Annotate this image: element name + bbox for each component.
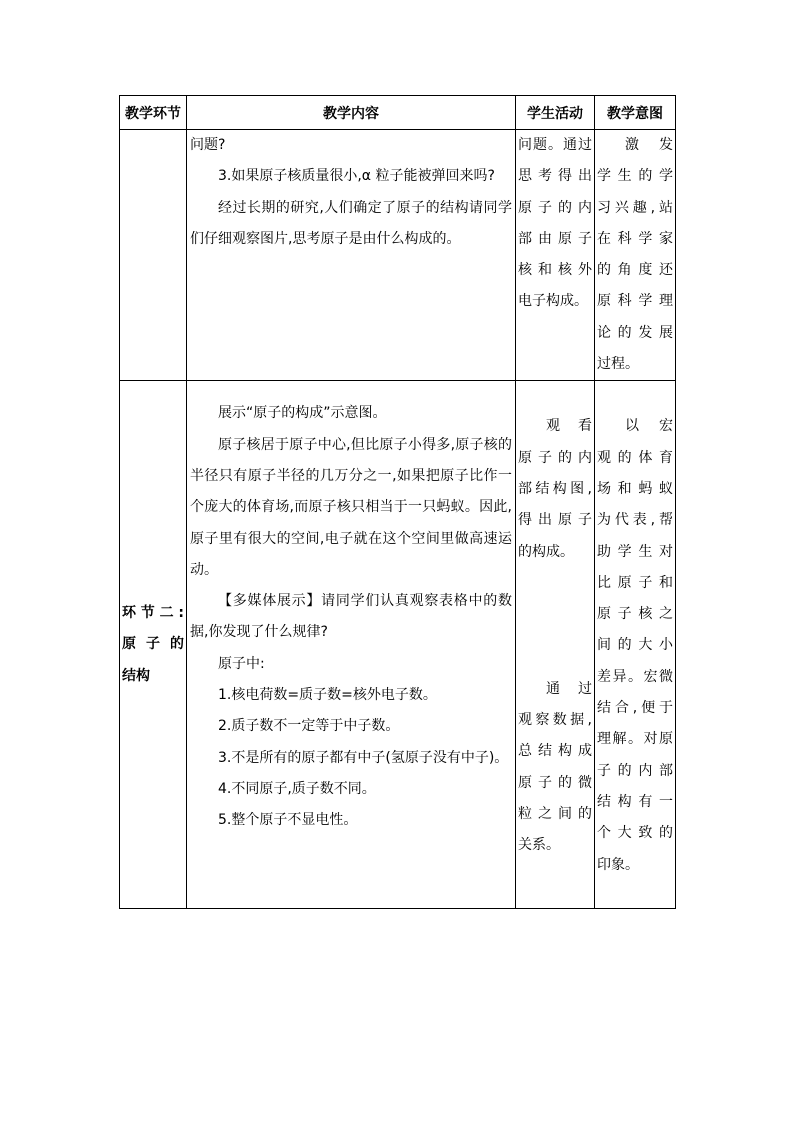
intent-line: 理解。对原 [597,731,673,748]
section-line: 原子的 [122,636,184,653]
content-paragraph: 2.质子数不一定等于中子数。 [218,718,400,735]
activity-line: 的构成。 [518,543,574,560]
header-section: 教学环节 [120,96,187,130]
activity-line: 原子的内 [518,199,592,216]
intent-line: 间的大小 [597,637,673,654]
intent-line: 差异。宏微 [597,668,673,685]
content-paragraph: 展示“原子的构成”示意图。 [218,405,387,422]
content-paragraph: 问题? [190,137,226,153]
activity-line: 粒之间的 [518,806,592,823]
activity-line: 得出原子 [518,512,592,529]
intent-line: 在科学家 [597,230,673,247]
content-paragraph: 4.不同原子,质子数不同。 [218,780,376,797]
activity-line: 问题。通过 [518,137,592,153]
intent-line: 观的体育 [597,449,673,466]
intent-line: 场和蚂蚁 [597,480,673,497]
intent-line: 论的发展 [597,324,673,341]
intent-line: 为代表,帮 [597,512,673,529]
table-row [120,381,676,909]
table-row [120,130,676,381]
activity-line: 关系。 [518,837,560,854]
intent-line: 个大致的 [597,825,673,842]
section-line: 结构 [122,667,150,684]
activity-line: 原子的内 [518,449,592,466]
intent-line: 子的内部 [597,762,673,779]
content-paragraph: 3.如果原子核质量很小,α 粒子能被弹回来吗? [218,168,495,185]
activity-line: 通过 [546,680,592,697]
content-paragraph: 原子核居于原子中心,但比原子小得多,原子核的半径只有原子半径的几万分之一,如果把原子比作一个庞大的体育场,而原子核只相当于一只蚂蚁。因此,原子里有很大的空间,电子就在这个空间里做高速运动。 [190,436,512,578]
header-content: 教学内容 [187,96,516,130]
intent-cell [595,381,676,909]
intent-line: 原科学理 [597,293,673,310]
activity-line: 观察数据, [518,712,592,729]
intent-line: 印象。 [597,856,639,873]
intent-line: 以宏 [625,418,673,435]
content-paragraph: 1.核电荷数=质子数=核外电子数。 [218,687,437,704]
intent-cell [595,130,676,381]
spacer [516,568,594,674]
section-cell-empty [120,130,187,381]
intent-line: 学生的学 [597,168,673,185]
activity-line: 核和核外 [518,262,592,279]
activity-line: 观看 [546,418,592,435]
intent-line: 过程。 [597,356,639,373]
intent-line: 激发 [625,137,673,153]
intent-line: 比原子和 [597,574,673,591]
header-intent: 教学意图 [595,96,676,130]
activity-line: 原子的微 [518,774,592,791]
table-header-row [120,96,676,130]
intent-line: 的角度还 [597,262,673,279]
lesson-plan-table [119,95,676,909]
activity-line: 思考得出 [518,168,592,185]
content-cell [187,381,516,909]
content-cell [187,130,516,381]
content-paragraph: 【多媒体展示】请同学们认真观察表格中的数据,你发现了什么规律? [190,593,512,641]
content-paragraph: 5.整个原子不显电性。 [218,812,358,829]
activity-line: 总结构成 [518,743,592,760]
content-paragraph: 经过长期的研究,人们确定了原子的结构请同学们仔细观察图片,思考原子是由什么构成的。 [190,199,512,247]
activity-line: 部由原子 [518,230,592,247]
content-paragraph: 3.不是所有的原子都有中子(氢原子没有中子)。 [218,749,509,766]
section-cell [120,381,187,909]
intent-line: 原子核之 [597,606,673,623]
content-paragraph: 原子中: [218,655,265,672]
intent-line: 结合,便于 [597,700,673,717]
header-activity: 学生活动 [516,96,595,130]
intent-line: 助学生对 [597,543,673,560]
section-line: 环节二: [122,604,184,621]
activity-line: 电子构成。 [518,293,588,310]
activity-cell [516,381,595,909]
intent-line: 结构有一 [597,793,673,810]
activity-cell [516,130,595,381]
intent-line: 习兴趣,站 [597,199,673,216]
activity-line: 部结构图, [518,480,592,497]
